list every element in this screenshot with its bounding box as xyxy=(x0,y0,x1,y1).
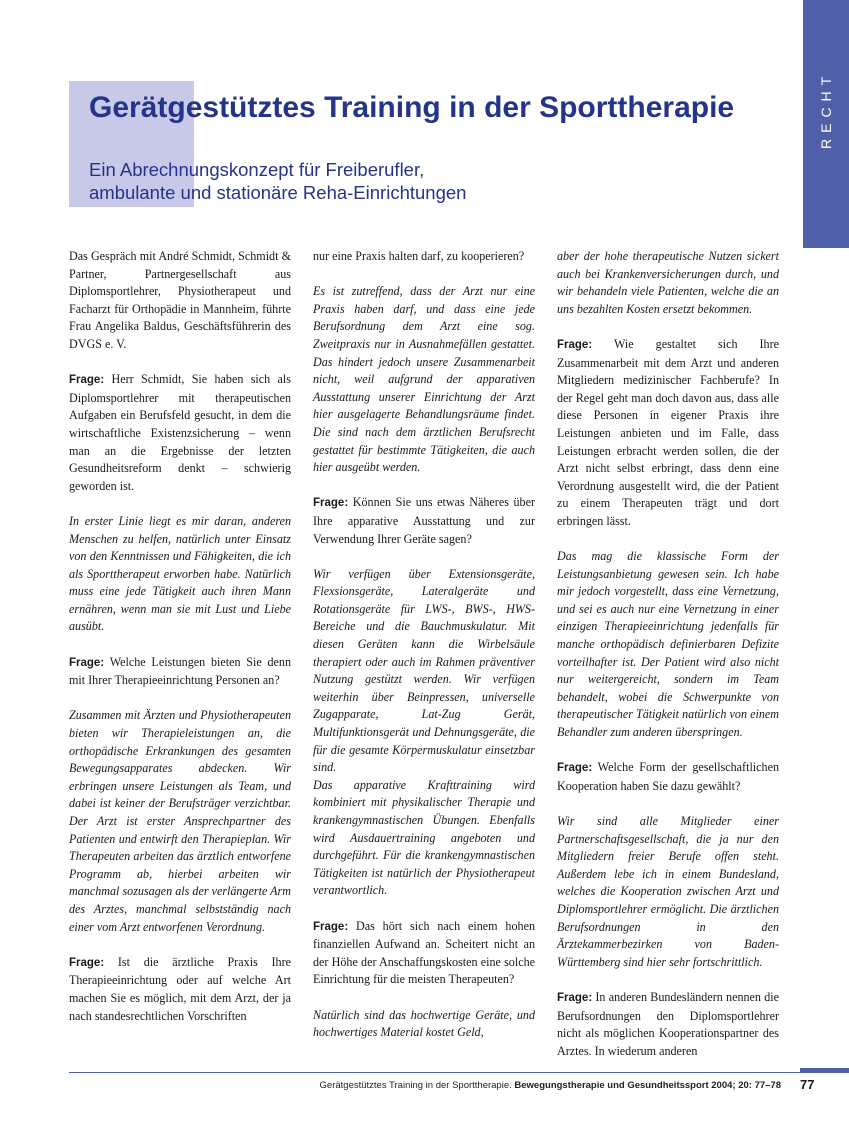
footer-accent-bar xyxy=(800,1068,849,1073)
question-paragraph xyxy=(557,759,779,795)
footer-rule xyxy=(69,1072,848,1073)
question-continuation: nur eine Praxis halten darf, zu kooperieren? xyxy=(313,249,525,263)
question-label: Frage: xyxy=(69,656,105,669)
question-text: Welche Form der gesellschaftlichen Kooperation haben Sie dazu gewählt? xyxy=(557,760,779,793)
intro-paragraph: Das Gespräch mit André Schmidt, Schmidt & Partner, Partnergesellschaft aus Diplomsportlehrer, Physiotherapeut und Facharzt für Orthopädie in Mannheim, führte Frau Angelika Baldus, Geschäftsführerin des DVGS e. V. xyxy=(69,249,291,351)
question-label: Frage: xyxy=(313,497,349,510)
question-label: Frage: xyxy=(557,991,593,1004)
question-text: Wie gestaltet sich Ihre Zusammenarbeit mit dem Arzt und anderen Mitgliedern medizinischer Fachberufe? In der Regel geht man doch davon aus, dass alle diese Personen in eigener Praxis ihre Leistungen anbieten und im Falle, dass Leistungen erbracht werden sollen, die der Arzt nicht selbst erbringt, dass denn eine Verordnung ausgestellt wird, die der Patient zu einem Therapeuten trägt und dort erbringen lässt. xyxy=(557,336,779,528)
section-tab xyxy=(803,0,849,248)
article-subtitle xyxy=(89,158,789,204)
text-column-2 xyxy=(313,248,535,1059)
section-tab-label: RECHT xyxy=(818,70,834,150)
question-paragraph xyxy=(313,494,535,548)
question-label: Frage: xyxy=(557,338,593,351)
question-paragraph xyxy=(313,918,535,989)
answer-paragraph: Das apparative Krafttraining wird kombiniert mit physikalischer Therapie und krankengymnastischen Übungen. Ebenfalls wird Ausdauertraining angeboten und durchgeführt. Für die krankengymnastischen Tätigkeiten ist natürlich der Physiotherapeut verantwortlich. xyxy=(313,777,535,898)
answer-paragraph: Zusammen mit Ärzten und Physiotherapeuten bieten wir Therapieleistungen an, die orthopädische Erkrankungen des gesamten Bewegungsapparates abdecken. Wir erbringen unsere Leistungen als Team, und dabei ist keiner der Berufsträger verzichtbar. Der Arzt ist erster Ansprechpartner des Patienten und entwirft den Therapieplan. Wir Therapeuten arbeiten das ärztlich entworfene Programm ab, hierbei arbeiten wir manchmal sozusagen als der verlängerte Arm des Arztes, manchmal selbstständig nach einer vom Arzt entworfenen Verordnung. xyxy=(69,708,291,934)
question-label: Frage: xyxy=(69,956,105,969)
question-paragraph xyxy=(557,336,779,531)
question-text: Ist die ärztliche Praxis Ihre Therapieeinrichtung oder auf welche Art machen Sie es möglich, mit dem Arzt, der ja nach standesrechtlichen Vorschriften xyxy=(69,954,291,1023)
question-paragraph xyxy=(69,954,291,1025)
question-text: Das hört sich nach einem hohen finanziellen Aufwand an. Scheitert nicht an der Höhe der Anschaffungskosten eine solche Einrichtung für die meisten Therapeuten? xyxy=(313,918,535,987)
question-text: Herr Schmidt, Sie haben sich als Diplomsportlehrer mit therapeutischen Aufgaben ein Berufsfeld gesucht, in dem die wirtschaftliche Existenzsicherung – wenn man an die Ergebnisse der letzten Gesundheitsreform denkt – schwierig geworden ist. xyxy=(69,372,291,493)
answer-paragraph: Natürlich sind das hochwertige Geräte, und hochwertiges Material kostet Geld, xyxy=(313,1007,535,1040)
answer-paragraph: In erster Linie liegt es mir daran, anderen Menschen zu helfen, natürlich unter Einsatz von den Kenntnissen und Fähigkeiten, die ich als Sporttherapeut erworben habe. Natürlich muss eine jede Tätigkeit auch ihren Mann ernähren, wenn man sie mit Lust und Liebe ausübt. xyxy=(69,513,291,634)
text-column-3 xyxy=(557,248,779,1078)
question-label: Frage: xyxy=(69,374,105,387)
answer-paragraph: Es ist zutreffend, dass der Arzt nur eine Praxis haben darf, und dass eine jede Berufsordnung dem Arzt eine sog. Zweitpraxis nur in Ausnahmefällen gestattet. Das hindert jedoch unsere Zusammenarbeit nicht, weil aufgrund der apparativen Ausstattung unserer Einrichtung der Arzt hier ausgelagerte Behandlungsräume findet. Die sind nach dem ärztlichen Berufsrecht gestattet für bestimmte Tätigkeiten, die auch hier ausgeübt werden. xyxy=(313,284,535,475)
page-number: 77 xyxy=(800,1077,815,1092)
citation-journal: Bewegungstherapie und Gesundheitssport 2004; 20: 77–78 xyxy=(514,1080,781,1091)
question-text: Welche Leistungen bieten Sie denn mit Ihrer Therapieeinrichtung Personen an? xyxy=(69,654,291,688)
answer-paragraph: Wir sind alle Mitglieder einer Partnerschaftsgesellschaft, die ja nur den Mitgliedern freier Berufe offen steht. Außerdem lebe ich in einem Bundesland, welches die Kooperation zwischen Arzt und Diplomsportlehrer ermöglicht. Die ärztlichen Berufsordnungen in den Ärztekammerbezirken von Baden-Württemberg sind hier sehr fortschrittlich. xyxy=(557,814,779,969)
question-paragraph xyxy=(69,654,291,690)
footer-citation xyxy=(320,1080,781,1091)
subtitle-line-1: Ein Abrechnungskonzept für Freiberufler, xyxy=(89,159,425,180)
question-label: Frage: xyxy=(557,762,593,775)
answer-continuation: aber der hohe therapeutische Nutzen sickert auch bei Krankenversicherungen durch, und wir behandeln viele Patienten, welche die an uns bezahlten Kosten ersetzt bekommen. xyxy=(557,249,779,316)
question-label: Frage: xyxy=(313,920,349,933)
subtitle-line-2: ambulante und stationäre Reha-Einrichtungen xyxy=(89,182,467,203)
answer-paragraph: Das mag die klassische Form der Leistungsanbietung gewesen sein. Ich habe mir jedoch vorgestellt, dass eine Vernetzung, und sei es auch nur eine Vernetzung in einer einzigen Therapieeinrichtung jedenfalls für manche orthopädisch definierbaren Defizite vorteilhafter ist. Der Patient wird also nicht nur weitergereicht, sondern im Team behandelt, wobei die Schwerpunkte von therapeutischer Tätigkeit natürlich von einem Behandler zum anderen überspringen. xyxy=(557,549,779,740)
answer-paragraph: Wir verfügen über Extensionsgeräte, Flexsionsgeräte, Lateralgeräte und Rotationsgeräte für LWS-, BWS-, HWS-Bereiche und die Bauchmuskulatur. Mit diesen Geräten kann die Wirbelsäule therapiert oder auch im Rahmen präventiver Nutzung gestützt werden. Wir verfügen weiterhin über Beinpressen, universelle Zugapparate, Lat-Zug Gerät, Multifunktionsgerät und Dehnungsgeräte, die für die gesamte Körpermuskulatur einsetzbar sind. xyxy=(313,566,535,775)
question-text: Können Sie uns etwas Näheres über Ihre apparative Ausstattung und zur Verwendung Ihrer Geräte sagen? xyxy=(313,495,535,546)
citation-title: Gerätgestütztes Training in der Sporttherapie. xyxy=(319,1080,515,1091)
question-text: In anderen Bundesländern nennen die Berufsordnungen den Diplomsportlehrer nicht als möglichen Kooperationspartner des Arztes. In wiederum anderen xyxy=(557,989,779,1058)
article-title: Gerätgestütztes Training in der Sporttherapie xyxy=(89,91,735,124)
question-paragraph xyxy=(69,371,291,495)
text-column-1 xyxy=(69,248,291,1043)
question-paragraph xyxy=(557,989,779,1060)
